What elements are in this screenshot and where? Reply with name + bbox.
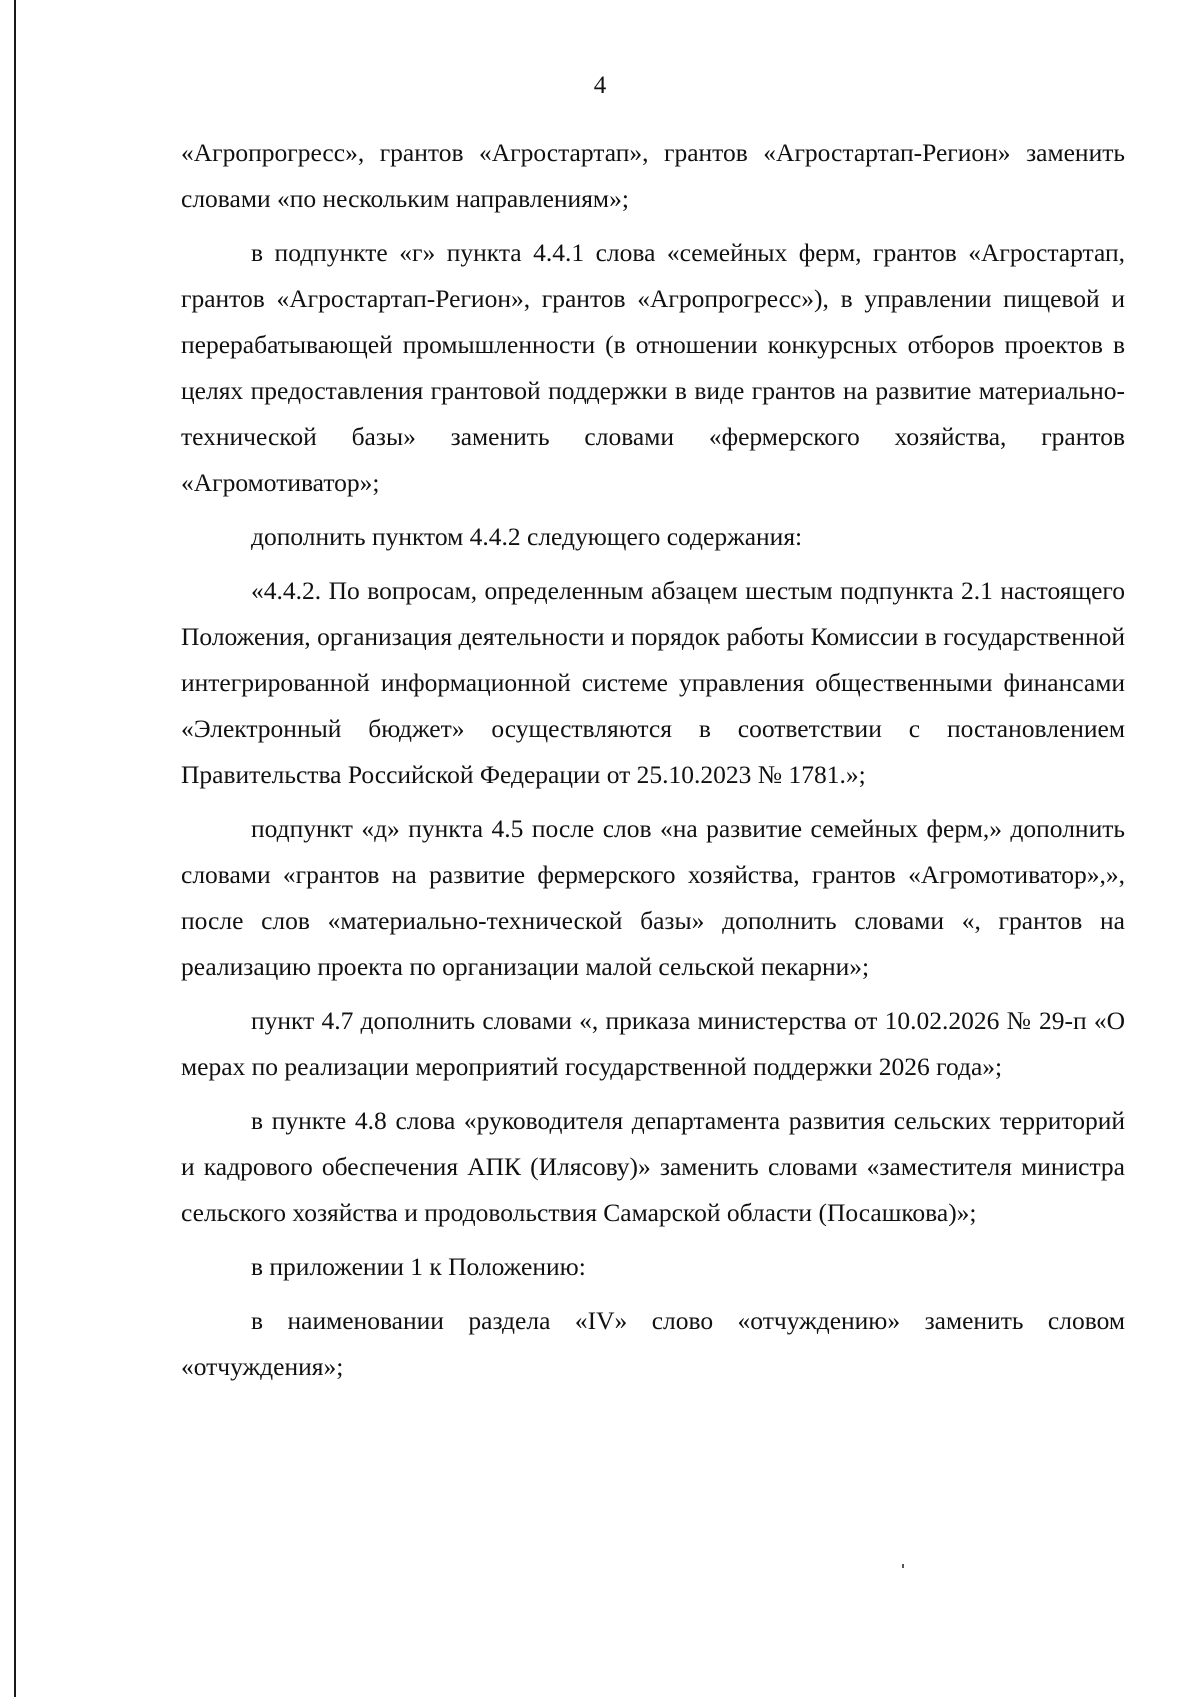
scan-speck xyxy=(902,1564,904,1568)
paragraph-appendix-1: в приложении 1 к Положению: xyxy=(251,1252,586,1281)
paragraph-continuation: «Агропрогресс», грантов «Агростартап», грантов «Агростартап-Регион» заменить словами «по нескольким направлениям»; xyxy=(181,138,1125,213)
document-body xyxy=(181,130,1125,1398)
paragraph-section-iv: в наименовании раздела «IV» слово «отчуждению» заменить словом «отчуждения»; xyxy=(181,1306,1125,1381)
paragraph-4-4-1: в подпункте «г» пункта 4.4.1 слова «семейных ферм, грантов «Агростартап, грантов «Агростартап-Регион», грантов «Агропрогресс»), в управлении пищевой и перерабатывающей промышленности (в отношении конкурсных отборов проектов в целях предоставления грантовой поддержки в виде грантов на развитие материально-технической базы» заменить словами «фермерского хозяйства, грантов «Агромотиватор»; xyxy=(181,238,1125,497)
page-number: 4 xyxy=(593,72,607,99)
paragraph-add-4-4-2: дополнить пунктом 4.4.2 следующего содержания: xyxy=(251,522,803,551)
paragraph-4-8: в пункте 4.8 слова «руководителя департамента развития сельских территорий и кадрового обеспечения АПК (Илясову)» заменить словами «заместителя министра сельского хозяйства и продовольствия Самарской области (Посашкова)»; xyxy=(181,1106,1125,1227)
paragraph-4-7: пункт 4.7 дополнить словами «, приказа министерства от 10.02.2026 № 29-п «О мерах по реализации мероприятий государственной поддержки 2026 года»; xyxy=(181,1006,1125,1081)
paragraph-4-5: подпункт «д» пункта 4.5 после слов «на развитие семейных ферм,» дополнить словами «грантов на развитие фермерского хозяйства, грантов «Агромотиватор»,», после слов «материально-технической базы» дополнить словами «, грантов на реализацию проекта по организации малой сельской пекарни»; xyxy=(181,814,1125,981)
paragraph-4-4-2-text: «4.4.2. По вопросам, определенным абзацем шестым подпункта 2.1 настоящего Положения, организация деятельности и порядок работы Комиссии в государственной интегрированной информационной системе управления общественными финансами «Электронный бюджет» осуществляются в соответствии с постановлением Правительства Российской Федерации от 25.10.2023 № 1781.»; xyxy=(181,576,1125,789)
scan-edge-line xyxy=(14,0,16,1697)
